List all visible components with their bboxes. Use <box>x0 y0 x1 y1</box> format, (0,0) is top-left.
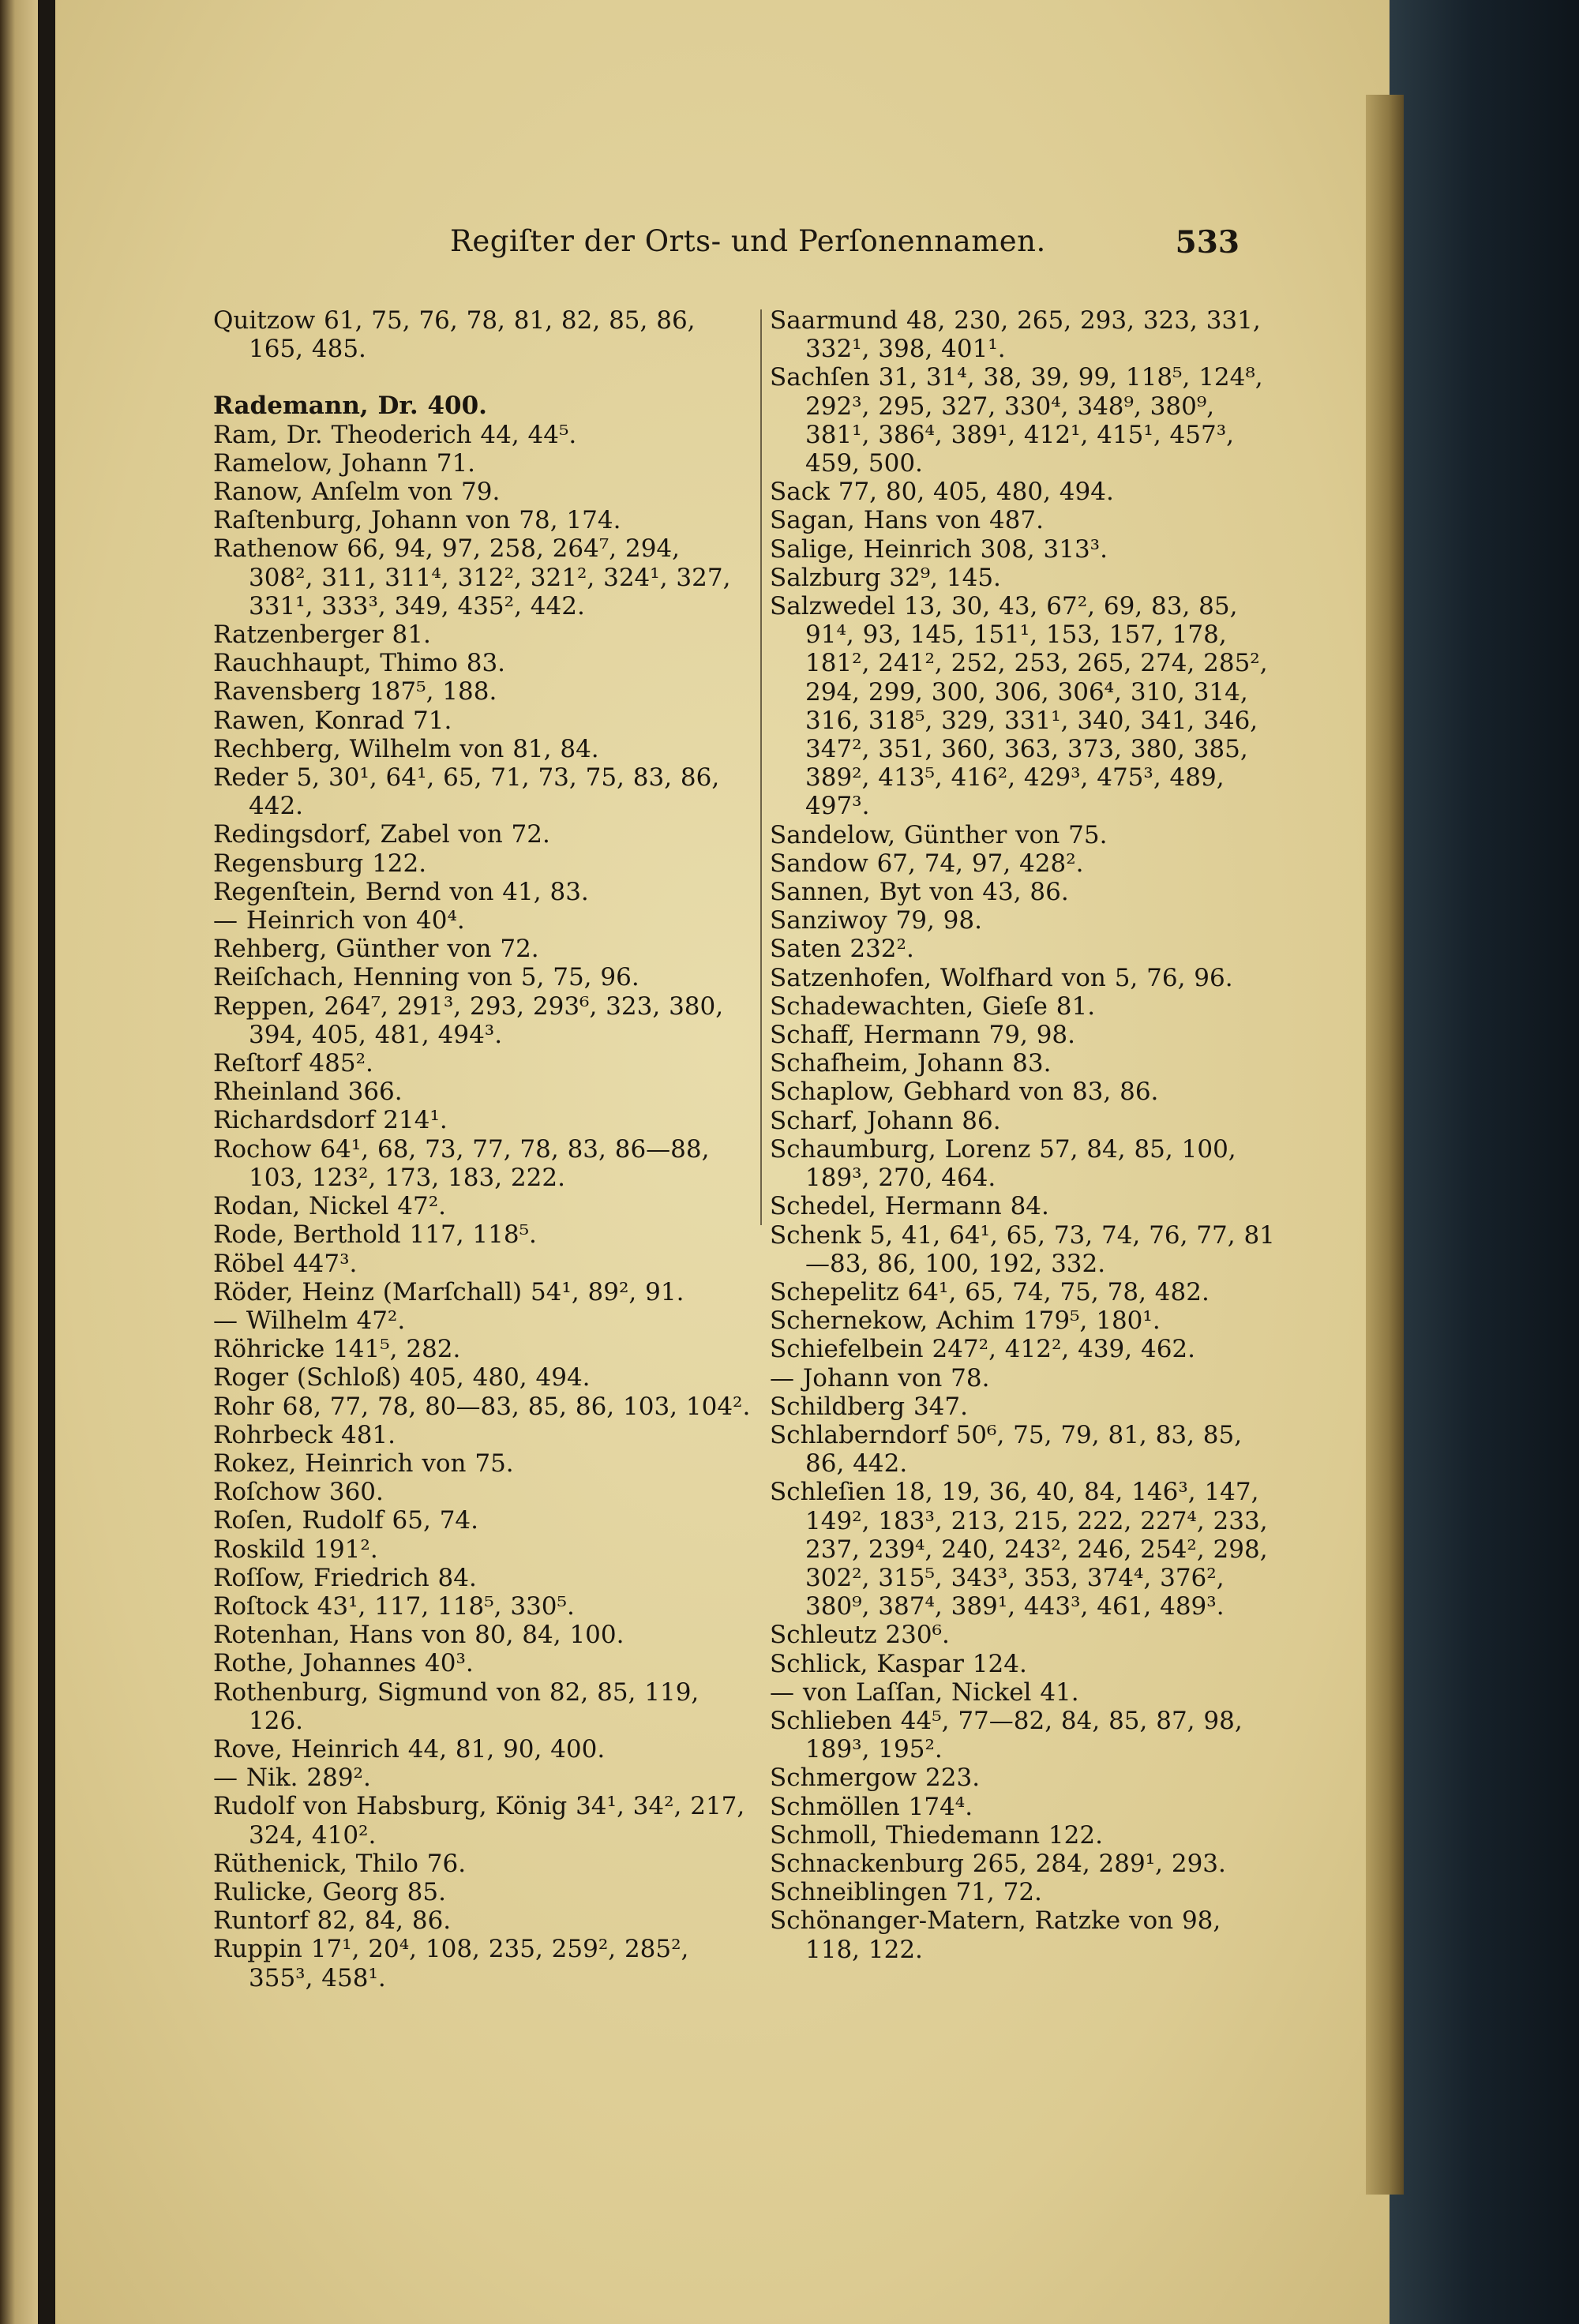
section-gap <box>213 363 752 392</box>
index-entry: Sannen, Byt von 43, 86. <box>770 878 1069 907</box>
index-entry: Schaplow, Gebhard von 83, 86. <box>770 1078 1159 1107</box>
column-divider <box>760 309 762 1225</box>
running-header <box>450 224 1240 268</box>
index-entry: Ruppin 17¹, 20⁴, 108, 235, 259², 285², 355³, 458¹. <box>213 1935 689 1992</box>
index-entry: Roſchow 360. <box>213 1478 384 1507</box>
index-entry: Röder, Heinz (Marſchall) 54¹, 89², 91. <box>213 1277 684 1306</box>
index-entry: Schernekow, Achim 179⁵, 180¹. <box>770 1306 1161 1336</box>
index-entry: Schaff, Hermann 79, 98. <box>770 1021 1075 1050</box>
index-entry: Rokez, Heinrich von 75. <box>213 1449 514 1478</box>
index-entry: Saarmund 48, 230, 265, 293, 323, 331, 332¹, 398, 401¹. <box>770 306 1261 364</box>
index-entry: Rathenow 66, 94, 97, 258, 264⁷, 294, 308², 311, 311⁴, 312², 321², 324¹, 327, 331¹, 333³, 349, 435², 442. <box>213 534 731 620</box>
index-entry: Ramelow, Johann 71. <box>213 448 476 478</box>
index-entry: Schnackenburg 265, 284, 289¹, 293. <box>770 1849 1226 1878</box>
index-entry: Redingsdorf, Zabel von 72. <box>213 820 550 849</box>
index-entry: Sandelow, Günther von 75. <box>770 820 1108 849</box>
index-entry: Schleutz 230⁶. <box>770 1621 950 1650</box>
index-entry: Rechberg, Wilhelm von 81, 84. <box>213 734 599 763</box>
index-entry: Rüthenick, Thilo 76. <box>213 1849 467 1878</box>
index-entry: Schlieben 44⁵, 77—82, 84, 85, 87, 98, 189³, 195². <box>770 1706 1243 1764</box>
index-entry: Schlaberndorf 50⁶, 75, 79, 81, 83, 85, 86, 442. <box>770 1420 1243 1479</box>
index-column-right <box>770 306 1283 1964</box>
index-entry: Röbel 447³. <box>213 1249 358 1278</box>
index-entry: Röhricke 141⁵, 282. <box>213 1335 461 1364</box>
index-entry: Salzwedel 13, 30, 43, 67², 69, 83, 85, 91⁴, 93, 145, 151¹, 153, 157, 178, 181², 241², 252, 253, 265, 274, 285², 294, 299, 300, 306, 306⁴, 310, 314, 316, 318⁵, 329, 331¹, 340, 341, 346, 347², 351, 360, 363, 373, 380, 385, 389², 413⁵, 416², 429³, 475³, 489, 497³. <box>770 592 1268 821</box>
index-entry: Ratzenberger 81. <box>213 620 431 650</box>
adjacent-page-edge <box>0 0 38 2324</box>
book-page <box>55 0 1390 2324</box>
index-entry: Rove, Heinrich 44, 81, 90, 400. <box>213 1734 606 1764</box>
index-entry: Schaumburg, Lorenz 57, 84, 85, 100, 189³, 270, 464. <box>770 1134 1236 1193</box>
index-entry: Quitzow 61, 75, 76, 78, 81, 82, 85, 86, 165, 485. <box>213 306 696 364</box>
page-block-edge <box>1366 95 1404 2195</box>
index-entry: Schönanger-Matern, Ratzke von 98, 118, 122. <box>770 1906 1221 1964</box>
index-entry: Schadewachten, Gieſe 81. <box>770 991 1096 1021</box>
index-entry: Schmergow 223. <box>770 1764 981 1793</box>
index-entry: Schlick, Kaspar 124. <box>770 1649 1027 1678</box>
index-entry: Sagan, Hans von 487. <box>770 506 1044 535</box>
index-entry: Salzburg 32⁹, 145. <box>770 563 1001 592</box>
index-entry: Schenk 5, 41, 64¹, 65, 73, 74, 76, 77, 81—83, 86, 100, 192, 332. <box>770 1220 1275 1278</box>
index-entry: — Heinrich von 40⁴. <box>213 906 465 935</box>
index-entry: Richardsdorf 214¹. <box>213 1106 448 1135</box>
index-entry: Reder 5, 30¹, 64¹, 65, 71, 73, 75, 83, 86, 442. <box>213 763 720 821</box>
index-entry: Rheinland 366. <box>213 1078 403 1107</box>
index-entry: Rehberg, Günther von 72. <box>213 935 539 964</box>
index-entry: Runtorf 82, 84, 86. <box>213 1906 452 1936</box>
index-column-left <box>213 306 752 1992</box>
index-entry: Roſen, Rudolf 65, 74. <box>213 1506 479 1535</box>
index-entry: Rothenburg, Sigmund von 82, 85, 119, 126. <box>213 1677 699 1735</box>
index-entry: — Wilhelm 47². <box>213 1306 406 1335</box>
index-entry: Rawen, Konrad 71. <box>213 706 452 735</box>
index-entry: Schmoll, Thiedemann 122. <box>770 1820 1103 1850</box>
index-entry: Reiſchach, Henning von 5, 75, 96. <box>213 963 639 992</box>
index-entry: Reſtorf 485². <box>213 1049 373 1078</box>
index-entry: Regensburg 122. <box>213 849 427 878</box>
index-entry: — Nik. 289². <box>213 1764 371 1793</box>
index-entry: Rudolf von Habsburg, König 34¹, 34², 217, 324, 410². <box>213 1792 745 1850</box>
book-gutter <box>38 0 55 2324</box>
index-entry: Satzenhofen, Wolfhard von 5, 76, 96. <box>770 963 1233 992</box>
index-entry: Scharf, Johann 86. <box>770 1106 1001 1135</box>
index-entry: Roſſow, Friedrich 84. <box>213 1563 477 1592</box>
index-entry: Sandow 67, 74, 97, 428². <box>770 849 1084 878</box>
index-entry: Rothe, Johannes 40³. <box>213 1649 474 1678</box>
index-entry: Ravensberg 187⁵, 188. <box>213 677 497 707</box>
index-entry: Rodan, Nickel 47². <box>213 1192 447 1221</box>
index-entry: — von Laſſan, Nickel 41. <box>770 1677 1079 1707</box>
index-entry: Schmöllen 174⁴. <box>770 1792 973 1821</box>
index-entry: Rademann, Dr. 400. <box>213 392 487 421</box>
index-entry: Rohr 68, 77, 78, 80—83, 85, 86, 103, 104². <box>213 1392 751 1421</box>
index-entry: Roger (Schloß) 405, 480, 494. <box>213 1363 591 1393</box>
index-entry: Reppen, 264⁷, 291³, 293, 293⁶, 323, 380, 394, 405, 481, 494³. <box>213 991 724 1049</box>
index-entry: Rohrbeck 481. <box>213 1420 396 1449</box>
index-entry: Schildberg 347. <box>770 1392 968 1421</box>
index-entry: Schedel, Hermann 84. <box>770 1192 1049 1221</box>
index-entry: Ram, Dr. Theoderich 44, 44⁵. <box>213 420 577 449</box>
index-entry: Rulicke, Georg 85. <box>213 1877 446 1906</box>
index-entry: Rotenhan, Hans von 80, 84, 100. <box>213 1621 624 1650</box>
header-title: Regiſter der Orts- und Perſonennamen. <box>450 224 1046 258</box>
index-entry: Salige, Heinrich 308, 313³. <box>770 534 1108 564</box>
index-entry: Roſtock 43¹, 117, 118⁵, 330⁵. <box>213 1591 575 1621</box>
index-entry: Sachſen 31, 31⁴, 38, 39, 99, 118⁵, 124⁸, 292³, 295, 327, 330⁴, 348⁹, 380⁹, 381¹, 386⁴, 389¹, 412¹, 415¹, 457³, 459, 500. <box>770 363 1263 478</box>
index-entry: Rauchhaupt, Thimo 83. <box>213 649 506 678</box>
index-entry: Rochow 64¹, 68, 73, 77, 78, 83, 86—88, 103, 123², 173, 183, 222. <box>213 1134 710 1192</box>
index-entry: Sack 77, 80, 405, 480, 494. <box>770 478 1114 507</box>
index-entry: Regenſtein, Bernd von 41, 83. <box>213 877 589 906</box>
index-entry: — Johann von 78. <box>770 1363 990 1393</box>
index-entry: Schepelitz 64¹, 65, 74, 75, 78, 482. <box>770 1277 1210 1306</box>
index-entry: Schneiblingen 71, 72. <box>770 1878 1042 1907</box>
page-number: 533 <box>1175 224 1240 261</box>
index-entry: Schiefelbein 247², 412², 439, 462. <box>770 1335 1195 1364</box>
index-entry: Ranow, Anſelm von 79. <box>213 478 501 507</box>
index-entry: Rode, Berthold 117, 118⁵. <box>213 1220 537 1250</box>
index-entry: Saten 232². <box>770 935 914 964</box>
index-entry: Roskild 191². <box>213 1535 378 1564</box>
index-entry: Raſtenburg, Johann von 78, 174. <box>213 506 621 535</box>
index-entry: Schleſien 18, 19, 36, 40, 84, 146³, 147, 149², 183³, 213, 215, 222, 227⁴, 233, 237, 239⁴, 240, 243², 246, 254², 298, 302², 315⁵, 343³, 353, 374⁴, 376², 380⁹, 387⁴, 389¹, 443³, 461, 489³. <box>770 1478 1268 1621</box>
index-entry: Schafheim, Johann 83. <box>770 1049 1052 1078</box>
index-entry: Sanziwoy 79, 98. <box>770 906 982 935</box>
